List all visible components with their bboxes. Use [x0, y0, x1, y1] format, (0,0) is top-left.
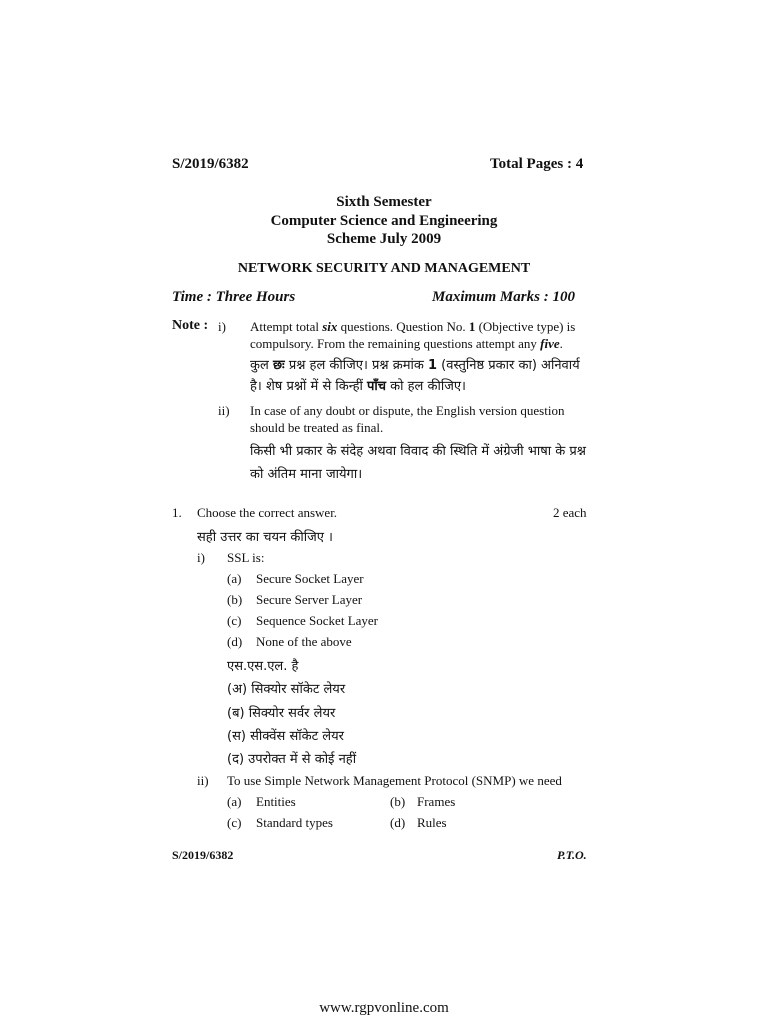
- option-text-hi: (स) सीक्वेंस सॉकेट लेयर: [227, 729, 344, 744]
- option-label: (b): [227, 592, 243, 607]
- subject-title: NETWORK SECURITY AND MANAGEMENT: [237, 261, 531, 276]
- sub-question-text: SSL is:: [227, 550, 265, 565]
- option-text: Rules: [417, 815, 447, 830]
- sub-question-text-hi: एस.एस.एल. है: [227, 659, 299, 674]
- option-text: None of the above: [256, 634, 352, 649]
- note-item-en: Attempt total six questions. Question No. 1 (Objective type) is compulsory. From the remaining questions attempt any five.: [250, 319, 576, 351]
- option-text: Sequence Socket Layer: [256, 613, 379, 628]
- question-number: 1.: [172, 505, 182, 520]
- option-text: Entities: [256, 794, 296, 809]
- note-item-hi: कुल छः प्रश्न हल कीजिए। प्रश्न क्रमांक 1 (वस्तुनिष्ठ प्रकार का) अनिवार्य है। शेष प्रश्नों में से किन्हीं पाँच को हल कीजिए।: [250, 358, 580, 394]
- branch-title: Computer Science and Engineering: [270, 213, 498, 229]
- note-item-number: ii): [218, 403, 230, 418]
- question-text: Choose the correct answer.: [197, 505, 338, 520]
- scheme-title: Scheme July 2009: [326, 231, 442, 247]
- pto-label: P.T.O.: [557, 848, 587, 862]
- question-marks: 2 each: [553, 505, 587, 520]
- option-label: (b): [390, 794, 406, 809]
- sub-question-number: i): [197, 550, 205, 565]
- total-pages: Total Pages : 4: [490, 156, 584, 172]
- option-text: Secure Socket Layer: [256, 571, 364, 586]
- option-text: Secure Server Layer: [256, 592, 363, 607]
- paper-code: S/2019/6382: [172, 156, 249, 172]
- exam-marks: Maximum Marks : 100: [432, 289, 575, 305]
- semester-title: Sixth Semester: [336, 194, 432, 210]
- option-text-hi: (ब) सिक्योर सर्वर लेयर: [227, 706, 336, 721]
- option-text-hi: (द) उपरोक्त में से कोई नहीं: [227, 752, 357, 767]
- exam-time: Time : Three Hours: [172, 289, 296, 305]
- option-label: (d): [227, 634, 243, 649]
- option-label: (c): [227, 815, 242, 830]
- sub-question-text: To use Simple Network Management Protocol (SNMP) we need: [227, 773, 562, 788]
- question-text-hi: सही उत्तर का चयन कीजिए ।: [197, 530, 333, 545]
- note-item-en: In case of any doubt or dispute, the English version question should be treated as final.: [250, 403, 565, 435]
- option-text-hi: (अ) सिक्योर सॉकेट लेयर: [227, 682, 346, 697]
- note-item-number: i): [218, 319, 226, 334]
- note-item-hi: किसी भी प्रकार के संदेह अथवा विवाद की स्थिति में अंग्रेजी भाषा के प्रश्न को अंतिम माना जायेगा।: [250, 444, 586, 482]
- website-footer: www.rgpvonline.com: [319, 1000, 449, 1016]
- option-text: Standard types: [256, 815, 333, 830]
- option-label: (c): [227, 613, 242, 628]
- option-label: (a): [227, 571, 242, 586]
- option-label: (a): [227, 794, 242, 809]
- option-text: Frames: [417, 794, 456, 809]
- sub-question-number: ii): [197, 773, 209, 788]
- option-label: (d): [390, 815, 406, 830]
- footer-paper-code: S/2019/6382: [172, 848, 234, 862]
- note-label: Note :: [172, 318, 209, 333]
